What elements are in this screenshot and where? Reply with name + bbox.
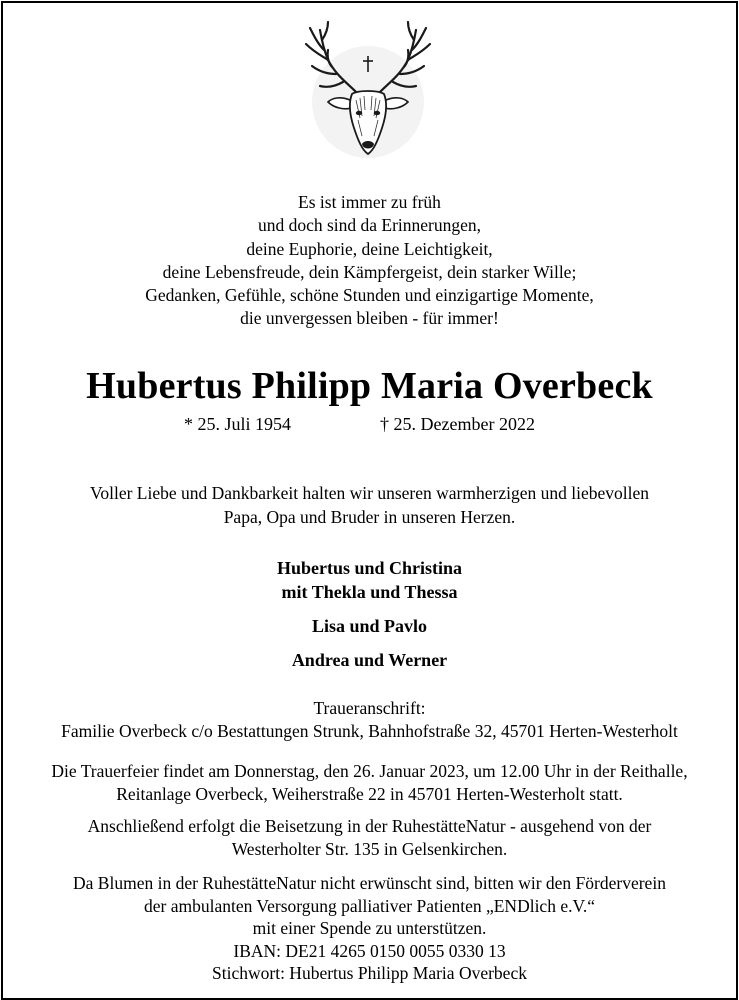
family-group-3: Andrea und Werner (291, 650, 448, 670)
burial-line: Westerholter Str. 135 in Gelsenkirchen. (231, 838, 508, 859)
poem-line: und doch sind da Erinnerungen, (257, 215, 482, 236)
burial-info (0, 815, 739, 860)
deceased-name: Hubertus Philipp Maria Overbeck (86, 365, 653, 407)
family-group-2: Lisa und Pavlo (311, 616, 428, 636)
poem (0, 191, 739, 331)
dedication (0, 482, 739, 529)
poem-line: deine Euphorie, deine Leichtigkeit, (246, 238, 493, 259)
family-line: mit Thekla und Thessa (281, 582, 458, 602)
death-date: † 25. Dezember 2022 (380, 414, 535, 434)
address-line: Traueranschrift: (313, 698, 426, 718)
address-line: Familie Overbeck c/o Bestattungen Strunk, Bahnhofstraße 32, 45701 Herten-Westerholt (61, 720, 678, 741)
donation-line: der ambulanten Versorgung palliativer Patienten „ENDlich e.V.“ (144, 895, 595, 916)
burial-line: Anschließend erfolgt die Beisetzung in der RuhestätteNatur - ausgehend von der (87, 816, 652, 836)
poem-line: die unvergessen bleiben - für immer! (240, 308, 499, 329)
poem-line: deine Lebensfreude, dein Kämpfergeist, dein starker Wille; (162, 261, 577, 282)
deer-head-with-cross-icon (298, 20, 438, 170)
mourning-address (0, 697, 739, 742)
poem-line: Es ist immer zu früh (298, 192, 441, 212)
birth-date: * 25. Juli 1954 (184, 414, 292, 434)
poem-line: Gedanken, Gefühle, schöne Stunden und einzigartige Momente, (145, 285, 594, 306)
family-line: Hubertus und Christina (276, 558, 463, 578)
dedication-line: Voller Liebe und Dankbarkeit halten wir unseren warmherzigen und liebevollen (89, 483, 649, 503)
family-group-1 (0, 556, 739, 604)
donation-line: mit einer Spende zu unterstützen. (252, 918, 487, 938)
donation-keyword: Stichwort: Hubertus Philipp Maria Overbeck (212, 963, 527, 983)
ceremony-line: Reitanlage Overbeck, Weiherstraße 22 in 45701 Herten-Westerholt statt. (116, 783, 623, 804)
ceremony-line: Die Trauerfeier findet am Donnerstag, den 26. Januar 2023, um 12.00 Uhr in der Reithalle, (51, 761, 688, 781)
dedication-line: Papa, Opa und Bruder in unseren Herzen. (223, 506, 516, 527)
ceremony-info (0, 760, 739, 805)
donation-info (0, 872, 739, 985)
iban: IBAN: DE21 4265 0150 0055 0330 13 (233, 940, 506, 961)
donation-line: Da Blumen in der RuhestätteNatur nicht erwünscht sind, bitten wir den Förderverein (73, 873, 666, 893)
